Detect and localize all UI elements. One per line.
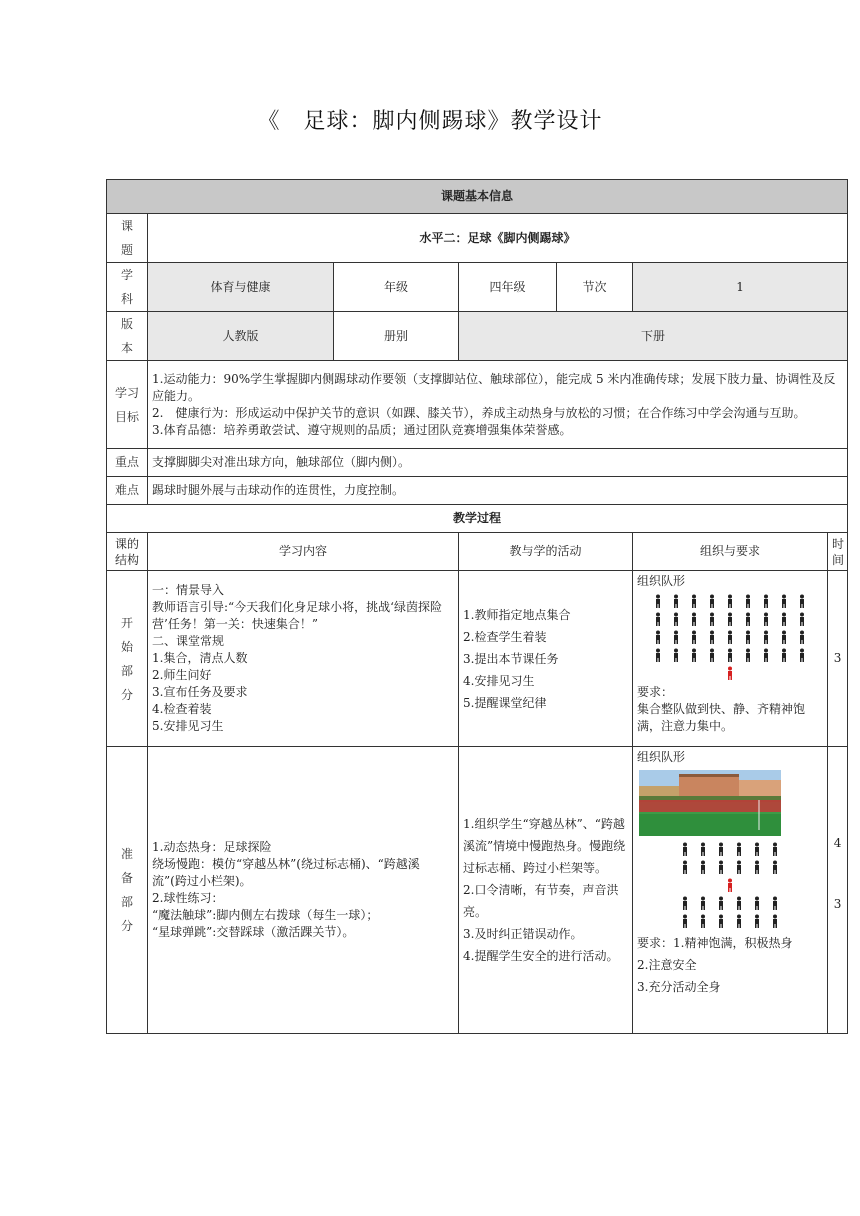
formation-diagram-2 [637, 842, 823, 928]
student-figure [768, 896, 782, 910]
student-figure [741, 648, 755, 662]
student-figure [759, 612, 773, 626]
goals-list [148, 361, 848, 449]
student-figure [732, 896, 746, 910]
student-figure [741, 594, 755, 608]
student-figure [669, 594, 683, 608]
student-row [637, 612, 823, 626]
student-figure [696, 896, 710, 910]
topic-label: 课 题 [107, 214, 148, 263]
student-figure [696, 842, 710, 856]
subject-label: 学 科 [107, 263, 148, 312]
student-figure [795, 648, 809, 662]
student-figure [651, 594, 665, 608]
document-title: 《 足球：脚内侧踢球》教学设计 [257, 109, 603, 134]
subject-value: 体育与健康 [148, 263, 334, 312]
teacher-figure [723, 666, 737, 680]
difficulty-value: 踢球时腿外展与击球动作的连贯性，力度控制。 [148, 477, 848, 505]
student-figure [768, 914, 782, 928]
student-figure [678, 860, 692, 874]
student-figure [750, 914, 764, 928]
student-row [637, 594, 823, 608]
start-activities: 1.教师指定地点集合 2.检查学生着装 3.提出本节课任务 4.安排见习生 5.提醒课堂纪律 [459, 571, 633, 747]
student-figure [750, 860, 764, 874]
student-figure [795, 594, 809, 608]
student-row [637, 896, 823, 910]
student-figure [732, 842, 746, 856]
student-figure [777, 594, 791, 608]
student-figure [651, 612, 665, 626]
student-figure [678, 896, 692, 910]
student-row [637, 860, 823, 874]
student-row [637, 630, 823, 644]
teacher-row [637, 666, 823, 680]
student-figure [777, 630, 791, 644]
start-section-label: 开 始 部 分 [107, 571, 148, 747]
student-figure [705, 648, 719, 662]
goal-item: 3.体育品德：培养勇敢尝试、遵守规则的品质；通过团队竞赛增强集体荣誉感。 [152, 422, 572, 437]
student-figure [795, 612, 809, 626]
student-figure [714, 896, 728, 910]
student-figure [696, 860, 710, 874]
student-figure [669, 612, 683, 626]
student-figure [768, 842, 782, 856]
student-figure [669, 648, 683, 662]
student-figure [687, 630, 701, 644]
key-point-value: 支撑脚脚尖对准出球方向，触球部位（脚内侧）。 [148, 449, 848, 477]
prep-content: 1.动态热身：足球探险 绕场慢跑：模仿“穿越丛林”(绕过标志桶)、“跨越溪流”(跨过小栏架)。 2.球性练习： “魔法触球”:脚内侧左右拨球（每生一球）； “星球弹跳”:交替踩球（激活踝关节）。 [148, 747, 459, 1034]
edition-value: 人教版 [148, 312, 334, 361]
org-title: 组织队形 [637, 574, 686, 588]
goals-label: 学习 目标 [107, 361, 148, 449]
student-row [637, 648, 823, 662]
student-figure [678, 842, 692, 856]
student-row [637, 842, 823, 856]
col-structure: 课的 结构 [107, 533, 148, 571]
student-figure [678, 914, 692, 928]
student-figure [687, 612, 701, 626]
lesson-label: 节次 [557, 263, 633, 312]
student-figure [714, 842, 728, 856]
student-figure [669, 630, 683, 644]
process-header: 教学过程 [107, 505, 848, 533]
student-row [637, 914, 823, 928]
lesson-plan-table [106, 179, 848, 1034]
start-time: 3 [828, 571, 848, 747]
student-figure [723, 630, 737, 644]
student-figure [696, 914, 710, 928]
student-figure [705, 630, 719, 644]
col-activity: 教与学的活动 [459, 533, 633, 571]
col-org: 组织与要求 [633, 533, 828, 571]
student-figure [687, 594, 701, 608]
volume-value: 下册 [459, 312, 848, 361]
student-figure [750, 842, 764, 856]
lesson-value: 1 [633, 263, 848, 312]
grade-value: 四年级 [459, 263, 557, 312]
difficulty-label: 难点 [107, 477, 148, 505]
student-figure [723, 594, 737, 608]
student-figure [723, 648, 737, 662]
student-figure [714, 914, 728, 928]
student-figure [777, 612, 791, 626]
student-figure [741, 612, 755, 626]
prep-activities: 1.组织学生“穿越丛林”、“跨越溪流”情境中慢跑热身。慢跑绕过标志桶、跨过小栏架等。 2.口令清晰，有节奏，声音洪亮。 3.及时纠正错误动作。 4.提醒学生安全的进行活动。 [459, 747, 633, 1034]
teacher-row [637, 878, 823, 892]
prep-time: 4 3 [828, 747, 848, 1034]
student-figure [687, 648, 701, 662]
col-content: 学习内容 [148, 533, 459, 571]
field-photo [639, 770, 781, 836]
student-figure [777, 648, 791, 662]
teacher-figure [723, 878, 737, 892]
formation-diagram [637, 594, 823, 680]
start-content: 一：情景导入 教师语言引导:“今天我们化身足球小将，挑战‘绿茵探险营’任务！第一关：快速集合！” 二、课堂常规 1.集合，清点人数 2.师生问好 3.宣布任务及要求 4.检查着装 5.安排见习生 [148, 571, 459, 747]
prep-section-label: 准 备 部 分 [107, 747, 148, 1034]
student-figure [759, 594, 773, 608]
student-figure [732, 860, 746, 874]
volume-label: 册别 [334, 312, 459, 361]
student-figure [705, 594, 719, 608]
col-time: 时 间 [828, 533, 848, 571]
student-figure [750, 896, 764, 910]
goal-item: 2. 健康行为：形成运动中保护关节的意识（如踝、膝关节），养成主动热身与放松的习惯；在合作练习中学会沟通与互助。 [152, 405, 806, 420]
student-figure [651, 648, 665, 662]
goal-item: 1.运动能力：90%学生掌握脚内侧踢球动作要领（支撑脚站位、触球部位），能完成 5 米内准确传球；发展下肢力量、协调性及反应能力。 [152, 371, 836, 403]
student-figure [651, 630, 665, 644]
student-figure [768, 860, 782, 874]
key-point-label: 重点 [107, 449, 148, 477]
student-figure [795, 630, 809, 644]
topic-value: 水平二：足球《脚内侧踢球》 [148, 214, 848, 263]
student-figure [732, 914, 746, 928]
student-figure [705, 612, 719, 626]
student-figure [741, 630, 755, 644]
student-figure [714, 860, 728, 874]
student-figure [759, 630, 773, 644]
student-figure [759, 648, 773, 662]
prep-organization: 组织队形 要求：1.精神饱满，积极热身 2.注意安全 3.充分活动全身 [633, 747, 828, 1034]
start-organization: 组织队形 要求： 集合整队做到快、静、齐精神饱满，注意力集中。 [633, 571, 828, 747]
basic-info-header: 课题基本信息 [107, 180, 848, 214]
edition-label: 版 本 [107, 312, 148, 361]
student-figure [723, 612, 737, 626]
grade-label: 年级 [334, 263, 459, 312]
